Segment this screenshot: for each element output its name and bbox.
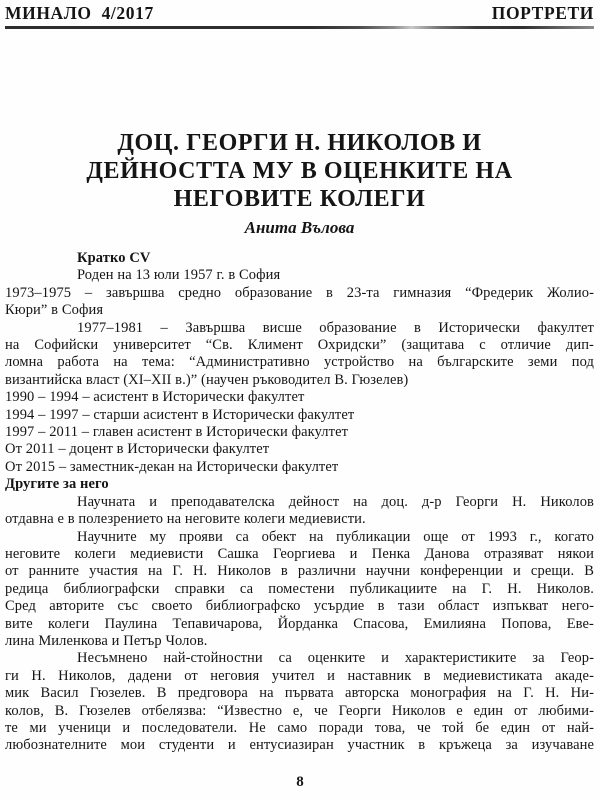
article-title-line: НЕГОВИТЕ КОЛЕГИ (173, 186, 426, 212)
section-label: ПОРТРЕТИ (491, 3, 594, 23)
text-line: отдавна е в полезрението на неговите колеги медиевисти. (5, 511, 366, 528)
author-name: Анита Вълова (244, 218, 355, 237)
text-line: вите колеги Паулина Тепавичарова, Йорданка Спасова, Емилияна Попова, Еве- (5, 615, 594, 632)
text-line: От 2015 – заместник-декан на Исторически факултет (5, 458, 339, 475)
text-line: колов, В. Гюзелев отбелязва: “Известно е, че Георги Николов е един от любими- (5, 702, 594, 719)
text-line: 1977–1981 – Завършва висше образование в Исторически факултет (77, 319, 594, 336)
page-number: 8 (296, 774, 304, 790)
article-title-line: ДОЦ. ГЕОРГИ Н. НИКОЛОВ И (117, 130, 482, 156)
text-line: от ранните участия на Г. Н. Николов в различни научни конференции и срещи. В (5, 563, 594, 580)
text-line: редица библиографски справки са поместени публикациите на Г. Н. Николов. (5, 580, 594, 597)
article-title-line: ДЕЙНОСТТА МУ В ОЦЕНКИТЕ НА (86, 158, 513, 184)
text-line: византийска власт (XI–XII в.)” (научен ръководител В. Гюзелев) (5, 371, 409, 388)
text-line: Роден на 13 юли 1957 г. в София (77, 267, 281, 284)
text-line: От 2011 – доцент в Исторически факултет (5, 441, 270, 458)
text-line: 1973–1975 – завършва средно образование в 23-та гимназия “Фредерик Жолио- (5, 284, 594, 301)
text-line: любознателните мои студенти и ентусиазиран участник в кръжеца за изучаване (5, 737, 594, 754)
journal-title: МИНАЛО 4/2017 (5, 3, 154, 23)
page-header (5, 3, 594, 24)
text-line: на Софийски университет “Св. Климент Охридски” (защитава с отличие дип- (5, 337, 594, 354)
text-line: ги Н. Николов, дадени от неговия учител и наставник в медиевистиката акаде- (5, 667, 594, 684)
text-line: 1990 – 1994 – асистент в Исторически факултет (5, 389, 305, 406)
text-line: те ми ученици и последователи. Не само поради това, че той бе един от най- (5, 719, 594, 736)
text-line: Несъмнено най-стойностни са оценките и характеристиките за Геор- (77, 650, 594, 667)
text-line: Другите за него (5, 476, 109, 493)
text-line: Кратко CV (77, 250, 151, 266)
text-line: мик Васил Гюзелев. В предговора на първата авторска монография на Г. Н. Ни- (5, 685, 594, 702)
text-line: ломна работа на тема: “Административно устройство на българските земи под (5, 354, 594, 371)
text-line: Научната и преподавателска дейност на доц. д-р Георги Н. Николов (77, 493, 594, 510)
text-line: 1997 – 2011 – главен асистент в Исторически факултет (5, 424, 349, 441)
text-line: 1994 – 1997 – старши асистент в Исторически факултет (5, 406, 355, 423)
text-line: Научните му прояви са обект на публикации още от 1993 г., когато (77, 528, 594, 545)
header-rule (5, 26, 594, 29)
text-line: Кюри” в София (5, 302, 104, 319)
text-line: лина Миленкова и Петър Чолов. (5, 632, 208, 649)
article-title (5, 129, 594, 213)
body-text (5, 250, 594, 755)
text-line: неговите колеги медиевисти Сашка Георгиева и Пенка Данова отразяват някои (5, 545, 594, 562)
text-line: Сред авторите със своето библиографско усърдие в тази област изпъкват него- (5, 598, 594, 615)
